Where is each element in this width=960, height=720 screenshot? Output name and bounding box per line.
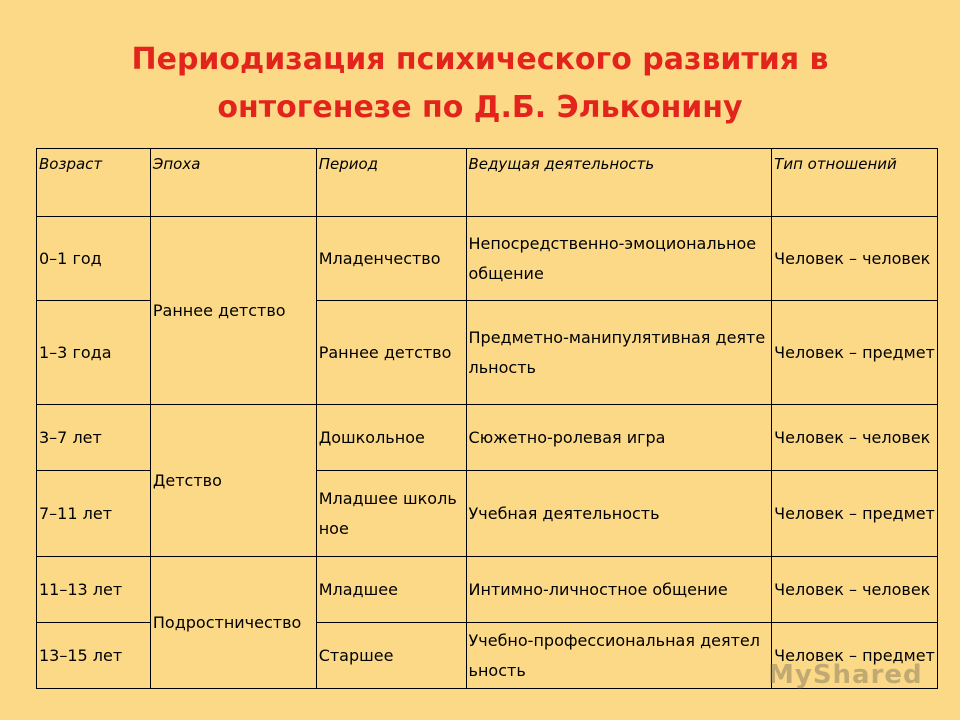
age-cell: 0–1 год — [37, 217, 151, 301]
period-cell: Раннее детство — [316, 301, 466, 405]
header-activity: Ведущая деятельность — [466, 149, 772, 217]
table-row — [37, 405, 938, 471]
epoch-cell: Детство — [150, 405, 316, 557]
table-header-row — [37, 149, 938, 217]
table-row — [37, 557, 938, 623]
periodization-table — [36, 148, 938, 689]
relation-cell: Человек – человек — [772, 217, 938, 301]
age-cell: 7–11 лет — [37, 471, 151, 557]
period-cell: Младшее — [316, 557, 466, 623]
age-cell: 1–3 года — [37, 301, 151, 405]
table-row — [37, 217, 938, 301]
activity-cell: Сюжетно-ролевая игра — [466, 405, 772, 471]
period-cell: Младшее школьное — [316, 471, 466, 557]
title-line-1: Периодизация психического развития в — [131, 42, 829, 77]
activity-cell: Интимно-личностное общение — [466, 557, 772, 623]
epoch-cell: Раннее детство — [150, 217, 316, 405]
relation-cell: Человек – предмет — [772, 623, 938, 689]
header-relation: Тип отношений — [772, 149, 938, 217]
activity-cell: Учебно-профессиональная деятельность — [466, 623, 772, 689]
activity-cell: Непосредственно-эмоциональное общение — [466, 217, 772, 301]
header-age: Возраст — [37, 149, 151, 217]
age-cell: 3–7 лет — [37, 405, 151, 471]
activity-cell: Учебная деятельность — [466, 471, 772, 557]
age-cell: 11–13 лет — [37, 557, 151, 623]
watermark-logo: MyShared — [768, 660, 923, 690]
period-cell: Старшее — [316, 623, 466, 689]
epoch-cell: Подростничество — [150, 557, 316, 689]
relation-cell: Человек – предмет — [772, 301, 938, 405]
header-epoch: Эпоха — [150, 149, 316, 217]
period-cell: Дошкольное — [316, 405, 466, 471]
relation-cell: Человек – предмет — [772, 471, 938, 557]
period-cell: Младенчество — [316, 217, 466, 301]
header-period: Период — [316, 149, 466, 217]
age-cell: 13–15 лет — [37, 623, 151, 689]
title-line-2: онтогенезе по Д.Б. Эльконину — [217, 90, 743, 125]
activity-cell: Предметно-манипулятивная деятельность — [466, 301, 772, 405]
page-title — [0, 36, 960, 132]
relation-cell: Человек – человек — [772, 557, 938, 623]
relation-cell: Человек – человек — [772, 405, 938, 471]
